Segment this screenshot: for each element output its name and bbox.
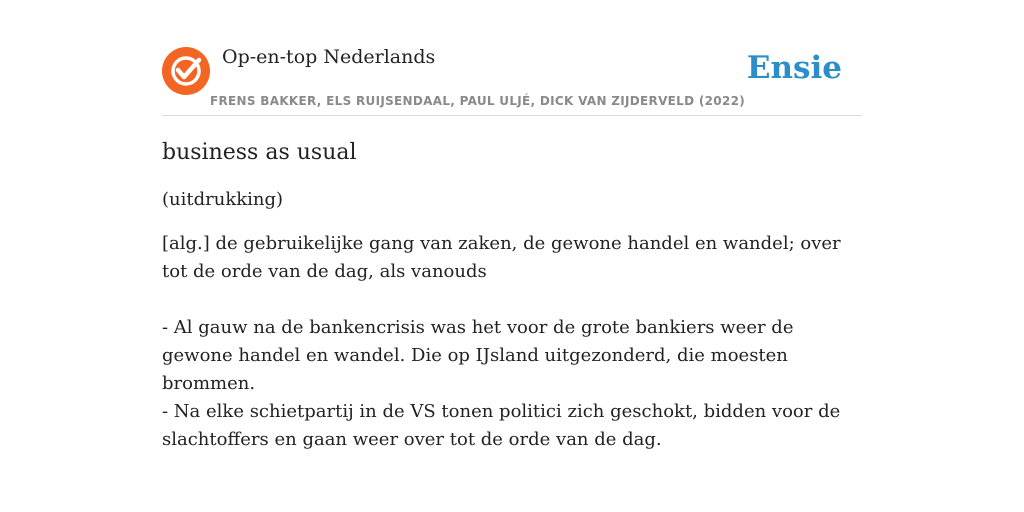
checkmark-icon <box>169 54 203 88</box>
entry-header <box>162 40 862 116</box>
entry-type: (uitdrukking) <box>162 189 284 210</box>
example-item: - Al gauw na de bankencrisis was het voor de grote bankiers weer de gewone handel en wandel. Die op IJsland uitgezonderd, die moesten brommen. <box>162 317 794 394</box>
example-item: - Na elke schietpartij in de VS tonen politici zich geschokt, bidden voor de slachtoffers en gaan weer over tot de orde van de dag. <box>162 401 841 450</box>
brand-logo[interactable]: Ensie <box>746 50 842 86</box>
source-title[interactable]: Op-en-top Nederlands <box>222 46 436 68</box>
source-authors: FRENS BAKKER, ELS RUIJSENDAAL, PAUL ULJÉ, DICK VAN ZIJDERVELD (2022) <box>210 94 746 108</box>
entry-definition: [alg.] de gebruikelijke gang van zaken, de gewone handel en wandel; over tot de orde van de dag, als vanouds <box>162 233 841 282</box>
source-logo <box>162 47 210 95</box>
entry-term: business as usual <box>162 140 357 165</box>
entry-examples <box>162 314 862 454</box>
entry-card <box>162 40 862 454</box>
